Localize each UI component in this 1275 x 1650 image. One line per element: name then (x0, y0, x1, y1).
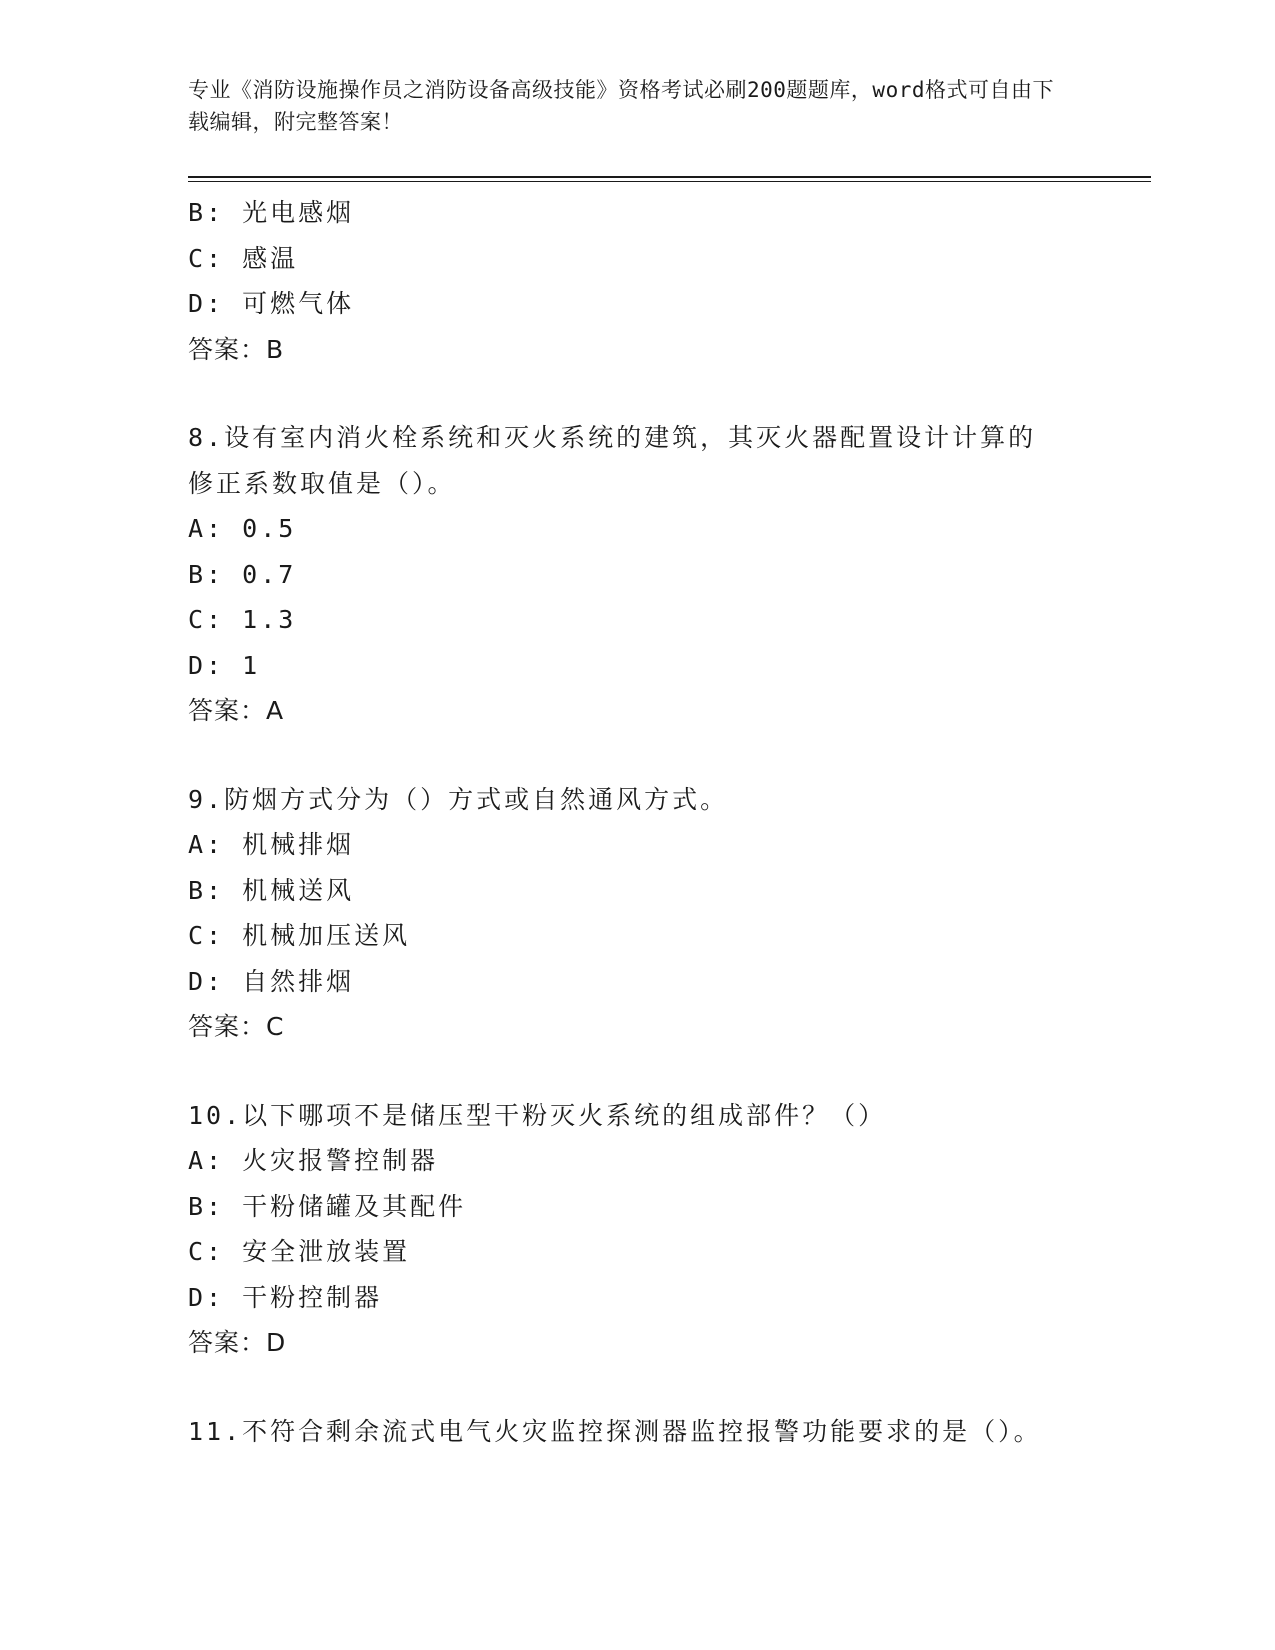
question-block-10 (188, 1093, 1088, 1366)
divider-thin-line (188, 181, 1151, 182)
option-b: B: 干粉储罐及其配件 (188, 1191, 467, 1221)
question-text: 9.防烟方式分为（）方式或自然通风方式。 (188, 784, 729, 814)
option-d: D: 1 (188, 650, 261, 680)
divider-thick-line (188, 176, 1151, 178)
option-c: C: 感温 (188, 243, 299, 273)
question-text: 8.设有室内消火栓系统和灭火系统的建筑，其灭火器配置设计计算的修正系数取值是（）。 (188, 423, 1037, 498)
question-text: 11.不符合剩余流式电气火灾监控探测器监控报警功能要求的是（）。 (188, 1416, 1042, 1446)
spacer (188, 734, 1088, 777)
spacer (188, 1366, 1088, 1409)
spacer (188, 1050, 1088, 1093)
question-list (188, 190, 1088, 1454)
answer-line: 答案：C (188, 1012, 285, 1041)
option-a: A: 0.5 (188, 514, 297, 543)
spacer (188, 372, 1088, 415)
option-d: D: 干粉控制器 (188, 1282, 383, 1312)
option-c: C: 安全泄放装置 (188, 1237, 411, 1266)
option-d: D: 可燃气体 (188, 289, 355, 318)
option-b: B: 0.7 (188, 559, 297, 589)
answer-line: 答案：A (188, 696, 285, 725)
option-c: C: 1.3 (188, 605, 297, 634)
document-header (188, 74, 1068, 138)
option-a: A: 火灾报警控制器 (188, 1146, 439, 1175)
question-block-partial (188, 190, 1088, 372)
option-a: A: 机械排烟 (188, 830, 355, 859)
answer-line: 答案：B (188, 334, 285, 364)
option-d: D: 自然排烟 (188, 966, 355, 996)
question-block-9 (188, 777, 1088, 1050)
header-divider (188, 176, 1151, 182)
question-block-11 (188, 1409, 1088, 1455)
question-text: 10.以下哪项不是储压型干粉灭火系统的组成部件？（） (188, 1100, 887, 1130)
option-b: B: 机械送风 (188, 875, 355, 905)
option-c: C: 机械加压送风 (188, 921, 411, 950)
answer-line: 答案：D (188, 1328, 287, 1357)
option-b: B: 光电感烟 (188, 198, 355, 227)
header-title: 专业《消防设施操作员之消防设备高级技能》资格考试必刷200题题库，word格式可自由下载编辑，附完整答案！ (188, 78, 1054, 134)
question-block-8 (188, 415, 1088, 734)
